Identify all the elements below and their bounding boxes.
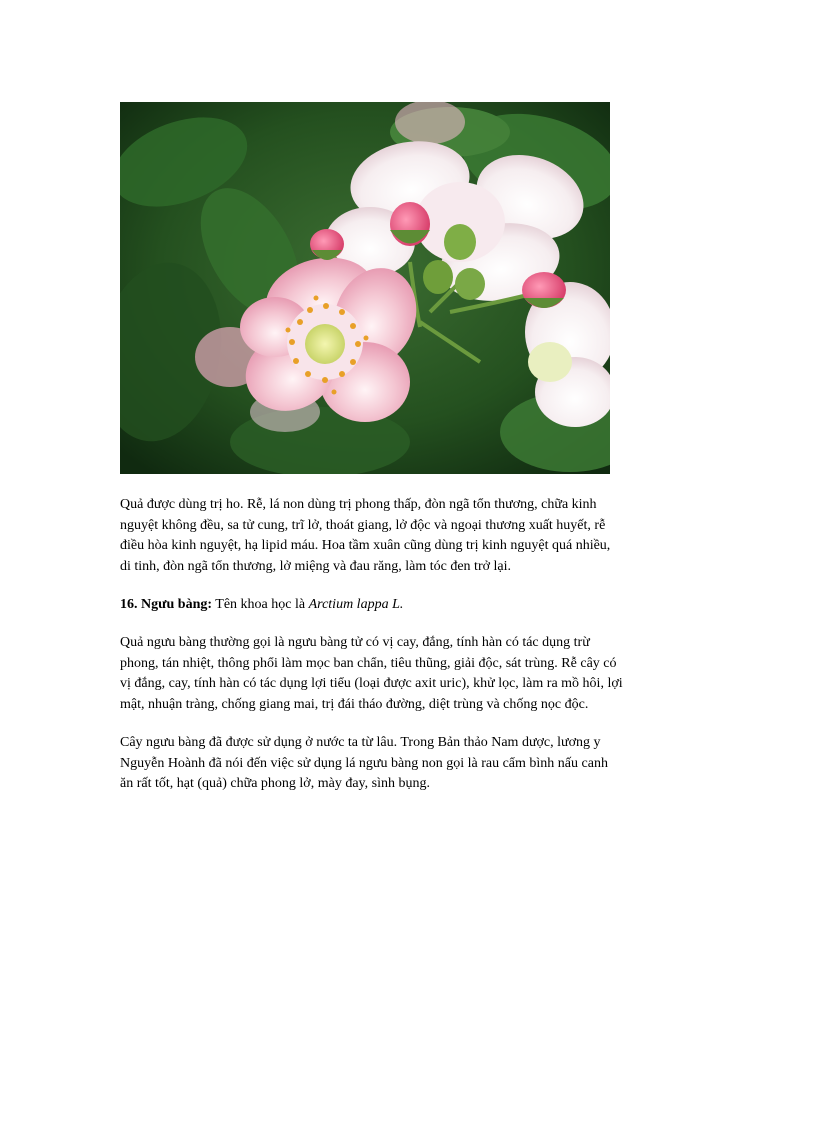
text-line: điều hòa kinh nguyệt, hạ lipid máu. Hoa tầm xuân cũng dùng trị kinh nguyệt quá nhiều, bbox=[120, 538, 611, 553]
text-line: Quả ngưu bàng thường gọi là ngưu bàng tử có vị cay, đắng, tính hàn có tác dụng trừ bbox=[120, 635, 590, 650]
paragraph-rose-uses bbox=[120, 495, 700, 577]
text-line: phong, tán nhiệt, thông phổi làm mọc ban chẩn, tiêu thũng, giải độc, sát trùng. Rễ cây có bbox=[120, 655, 617, 671]
text-line: di tinh, đòn ngã tổn thương, lở miệng và đau răng, làm tóc đen trở lại. bbox=[120, 558, 512, 574]
paragraph-nguu-bang-properties bbox=[120, 633, 700, 715]
paragraph-nguu-bang-history bbox=[120, 733, 700, 795]
text-line: mật, nhuận tràng, chống giang mai, trị đái tháo đường, diệt trùng và chống nọc độc. bbox=[120, 696, 589, 712]
section-heading-nguu-bang bbox=[120, 595, 700, 616]
rose-flower-photo bbox=[120, 102, 610, 474]
text-line: Nguyễn Hoành đã nói đến việc sử dụng lá ngưu bàng non gọi là rau cẩm bình nấu canh bbox=[120, 755, 608, 771]
section-title: 16. Ngưu bàng: bbox=[120, 597, 213, 612]
text-line: Cây ngưu bàng đã được sử dụng ở nước ta từ lâu. Trong Bản thảo Nam dược, lương y bbox=[120, 735, 601, 750]
text-line: Quả được dùng trị ho. Rễ, lá non dùng trị phong thấp, đòn ngã tổn thương, chữa kinh bbox=[120, 497, 597, 512]
text-line: vị đắng, cay, tính hàn có tác dụng lợi tiểu (loại được axit uric), khử lọc, làm ra mồ hôi, lợi bbox=[120, 676, 623, 691]
text-line: ăn rất tốt, hạt (quả) chữa phong lở, mày đay, sình bụng. bbox=[120, 776, 430, 791]
section-intro: Tên khoa học là bbox=[212, 597, 309, 612]
text-line: nguyệt không đều, sa tử cung, trĩ lở, thoát giang, lở độc và ngoại thương xuất huyết, rễ bbox=[120, 517, 606, 533]
rose-flower-illustration bbox=[120, 102, 610, 474]
scientific-name: Arctium lappa L. bbox=[308, 597, 404, 612]
